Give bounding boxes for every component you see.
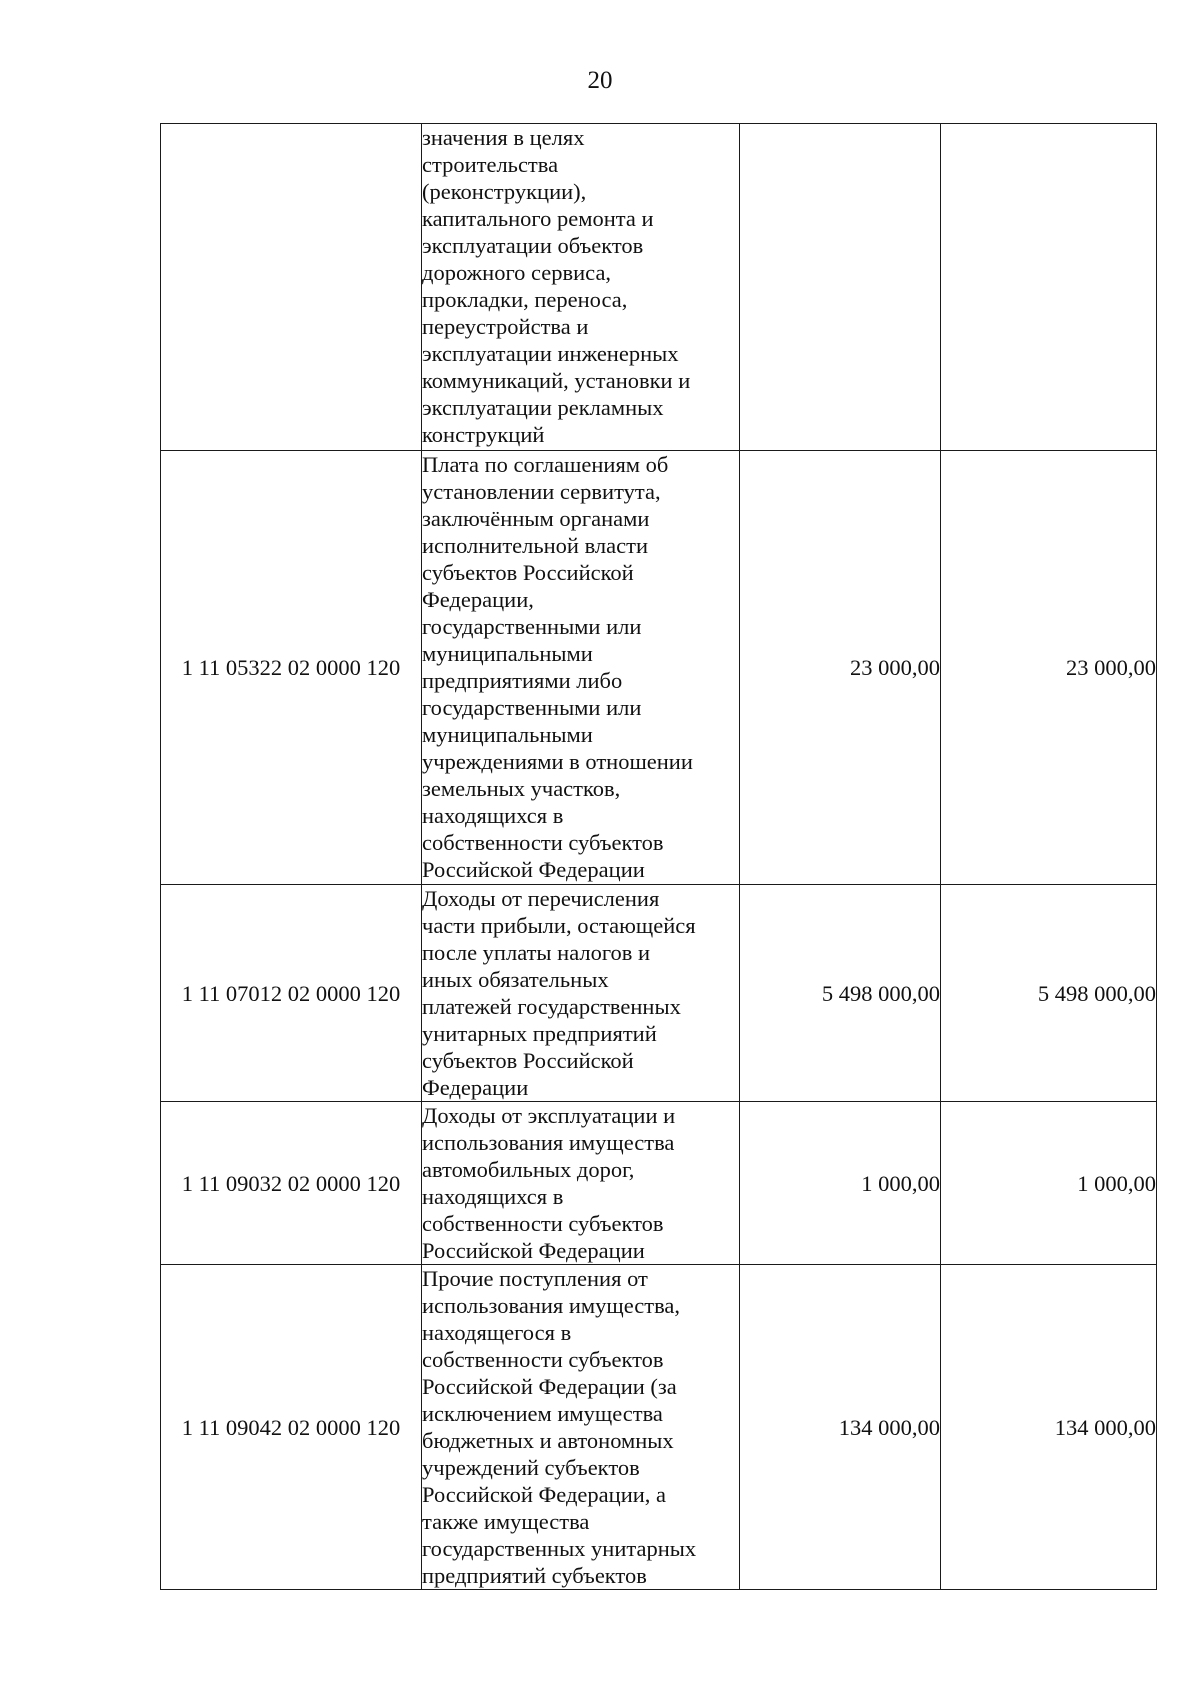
budget-code-cell: [161, 124, 422, 451]
amount-cell-1: 23 000,00: [740, 451, 941, 885]
amount-cell-1: 5 498 000,00: [740, 885, 941, 1102]
revenue-name-cell: значения в целях строительства (реконструкции), капитального ремонта и эксплуатации объектов дорожного сервиса, прокладки, переноса, переустройства и эксплуатации инженерных коммуникаций, установки и эксплуатации рекламных конструкций: [422, 124, 740, 451]
revenue-name-cell: Доходы от эксплуатации и использования имущества автомобильных дорог, находящихся в собственности субъектов Российской Федерации: [422, 1102, 740, 1265]
table-row: [161, 1102, 1157, 1265]
table-row: [161, 124, 1157, 451]
amount-cell-2: 134 000,00: [941, 1265, 1157, 1590]
amount-cell-2: [941, 124, 1157, 451]
revenue-name-cell: Плата по соглашениям об установлении сервитута, заключённым органами исполнительной власти субъектов Российской Федерации, государственными или муниципальными предприятиями либо государственными или муниципальными учреждениями в отношении земельных участков, находящихся в собственности субъектов Российской Федерации: [422, 451, 740, 885]
revenue-name-cell: Доходы от перечисления части прибыли, остающейся после уплаты налогов и иных обязательных платежей государственных унитарных предприятий субъектов Российской Федерации: [422, 885, 740, 1102]
table-row: [161, 1265, 1157, 1590]
budget-code-cell: 1 11 05322 02 0000 120: [161, 451, 422, 885]
revenue-name-cell: Прочие поступления от использования имущества, находящегося в собственности субъектов Российской Федерации (за исключением имущества бюджетных и автономных учреждений субъектов Российской Федерации, а также имущества государственных унитарных предприятий субъектов: [422, 1265, 740, 1590]
budget-code-cell: 1 11 09032 02 0000 120: [161, 1102, 422, 1265]
table-row: [161, 885, 1157, 1102]
amount-cell-1: 1 000,00: [740, 1102, 941, 1265]
budget-code-cell: 1 11 07012 02 0000 120: [161, 885, 422, 1102]
amount-cell-2: 1 000,00: [941, 1102, 1157, 1265]
amount-cell-2: 5 498 000,00: [941, 885, 1157, 1102]
table-row: [161, 451, 1157, 885]
revenue-table: [160, 123, 1157, 1590]
page-number: 20: [587, 67, 613, 94]
amount-cell-1: 134 000,00: [740, 1265, 941, 1590]
budget-code-cell: 1 11 09042 02 0000 120: [161, 1265, 422, 1590]
amount-cell-2: 23 000,00: [941, 451, 1157, 885]
amount-cell-1: [740, 124, 941, 451]
